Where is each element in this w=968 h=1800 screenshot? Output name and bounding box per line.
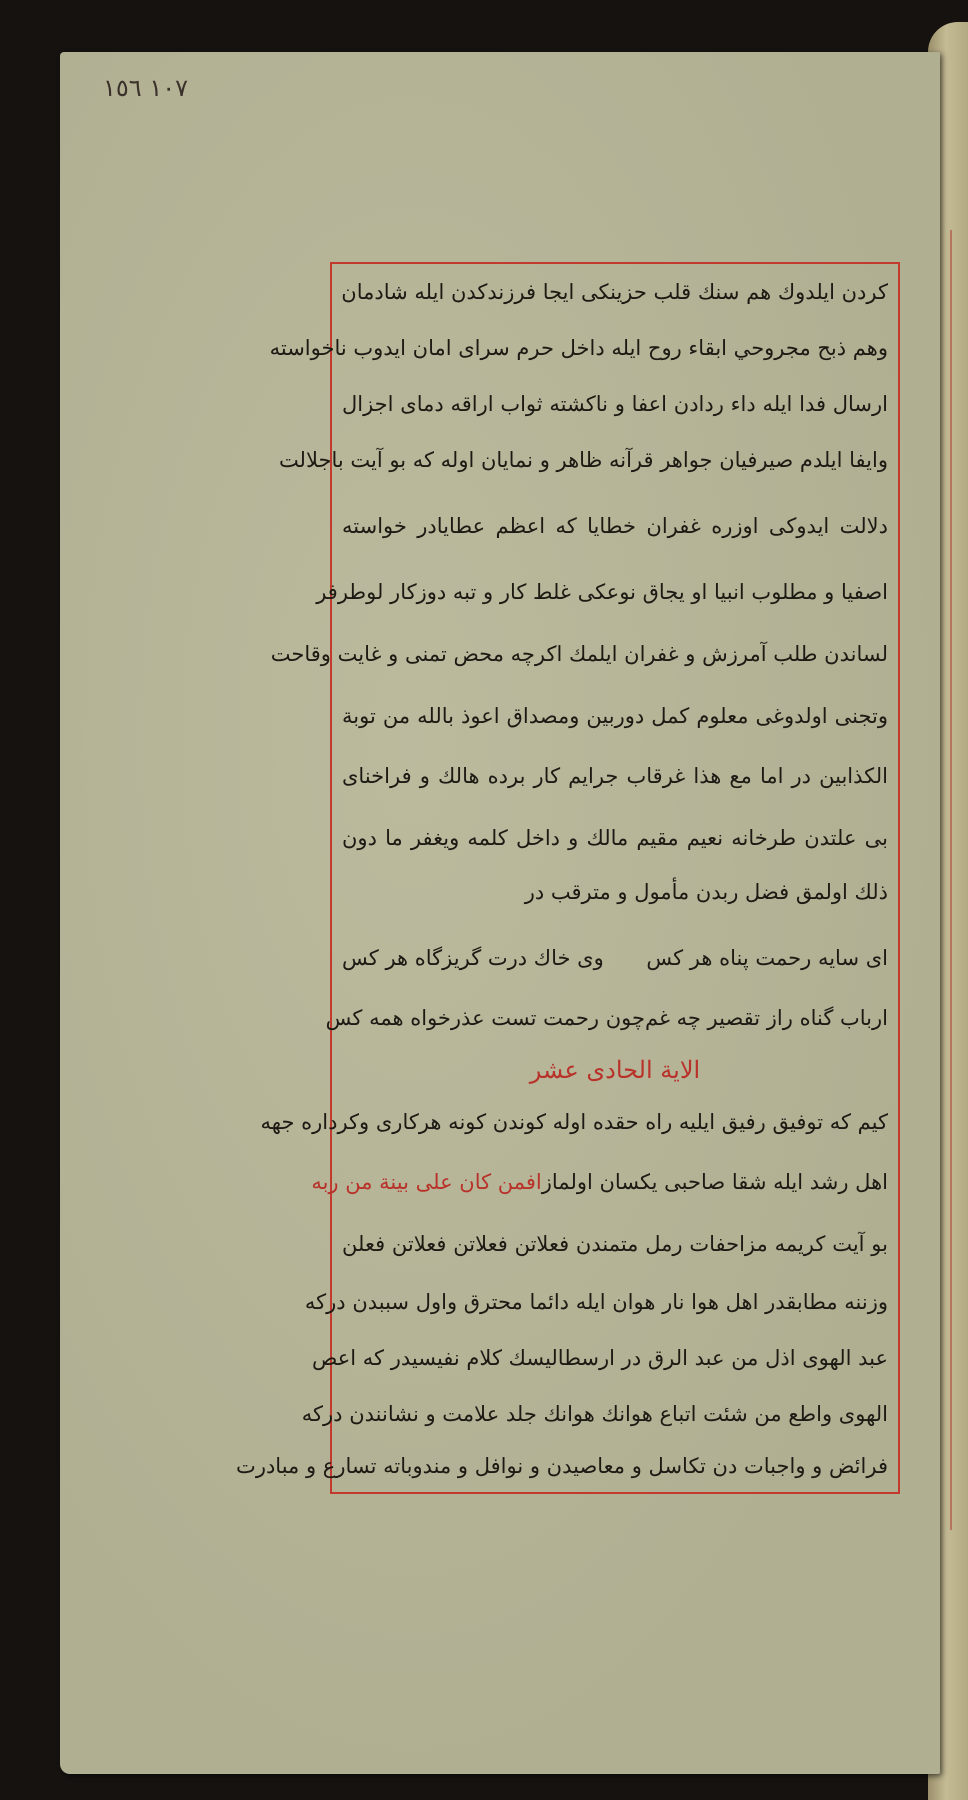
text-line-1: كردن ايلدوك هم سنك قلب حزينكى ايجا فرزندكدن ايله شادمان	[341, 280, 888, 304]
text-line-12: كيم كه توفيق رفيق ايليه راه حقده اوله كوندن كونه هركارى وكرداره جهه	[260, 1110, 888, 1134]
text-line-13-main: اهل رشد ايله شقا صاحبى يكسان اولماز	[541, 1170, 888, 1194]
text-line-13	[311, 1162, 888, 1202]
text-line-17: الهوى واطع من شئت اتباع هوانك هوانك جلد علامت و نشانندن دركه	[301, 1402, 888, 1426]
text-line-3: ارسال فدا ايله داء ردادن اعفا و ناكشته ثواب اراقه دماى اجزال	[342, 392, 888, 416]
text-line-9: الكذابين در اما مع هذا غرقاب جرايم كار برده هالك و فراخناى	[342, 764, 888, 788]
verse-1-hemistich-right: اى سايه رحمت پناه هر كس	[646, 946, 888, 970]
text-line-5: دلالت ايدوكى اوزره غفران خطايا كه اعظم عطايادر خواسته	[342, 514, 888, 538]
verse-2-hemistich-right: ارباب گناه راز تقصير چه غم	[644, 1006, 888, 1030]
verse-2-hemistich-left: چون رحمت تست عذرخواه همه كس	[325, 1006, 645, 1030]
verse-couplet-2	[325, 998, 888, 1038]
verse-1-hemistich-left: وى خاك درت گريزگاه هر كس	[342, 946, 604, 970]
ayah-quotation: افمن كان على بينة من ربه	[311, 1170, 542, 1194]
text-line-11: ذلك اولمق فضل ربدن مأمول و مترقب در	[524, 880, 888, 904]
text-line-7: لساندن طلب آمرزش و غفران ايلمك اكرچه محض تمنى و غايت وقاحت	[270, 642, 888, 666]
text-line-2: وهم ذبح مجروحي ابقاء روح ايله داخل حرم سراى امان ايدوب ناخواسته	[269, 336, 888, 360]
text-line-14: بو آيت كريمه مزاحفات رمل متمندن فعلاتن فعلاتن فعلاتن فعلن	[342, 1232, 888, 1256]
text-line-18: فرائض و واجبات دن تكاسل و معاصيدن و نوافل و مندوباته تسارع و مبادرت	[236, 1454, 888, 1478]
text-line-8: وتجنى اولدوغى معلوم كمل دوربين ومصداق اعوذ بالله من توبة	[342, 704, 888, 728]
text-line-16: عبد الهوى اذل من عبد الرق در ارسطاليسك كلام نفيسيدر كه اعص	[312, 1346, 888, 1370]
text-block-frame	[236, 262, 900, 1494]
section-heading: الاية الحادى عشر	[529, 1056, 701, 1084]
text-line-15: وزننه مطابقدر اهل هوا نار هوان ايله دائما محترق واول سببدن دركه	[304, 1290, 888, 1314]
text-line-6: اصفيا و مطلوب انبيا او يجاق نوعكى غلط كار و تبه دوزكار لوطرفر	[316, 580, 888, 604]
text-line-10: بى علتدن طرخانه نعيم مقيم مالك و داخل كلمه ويغفر ما دون	[342, 826, 888, 850]
verse-couplet-1	[342, 938, 888, 978]
adjacent-page-red-rule	[950, 230, 952, 1530]
folio-number: ١٠٧ ١٥٦	[103, 74, 188, 102]
text-line-4: وايفا ايلدم صيرفيان جواهر قرآنه ظاهر و نمايان اوله كه بو آيت باجلالت	[278, 448, 888, 472]
